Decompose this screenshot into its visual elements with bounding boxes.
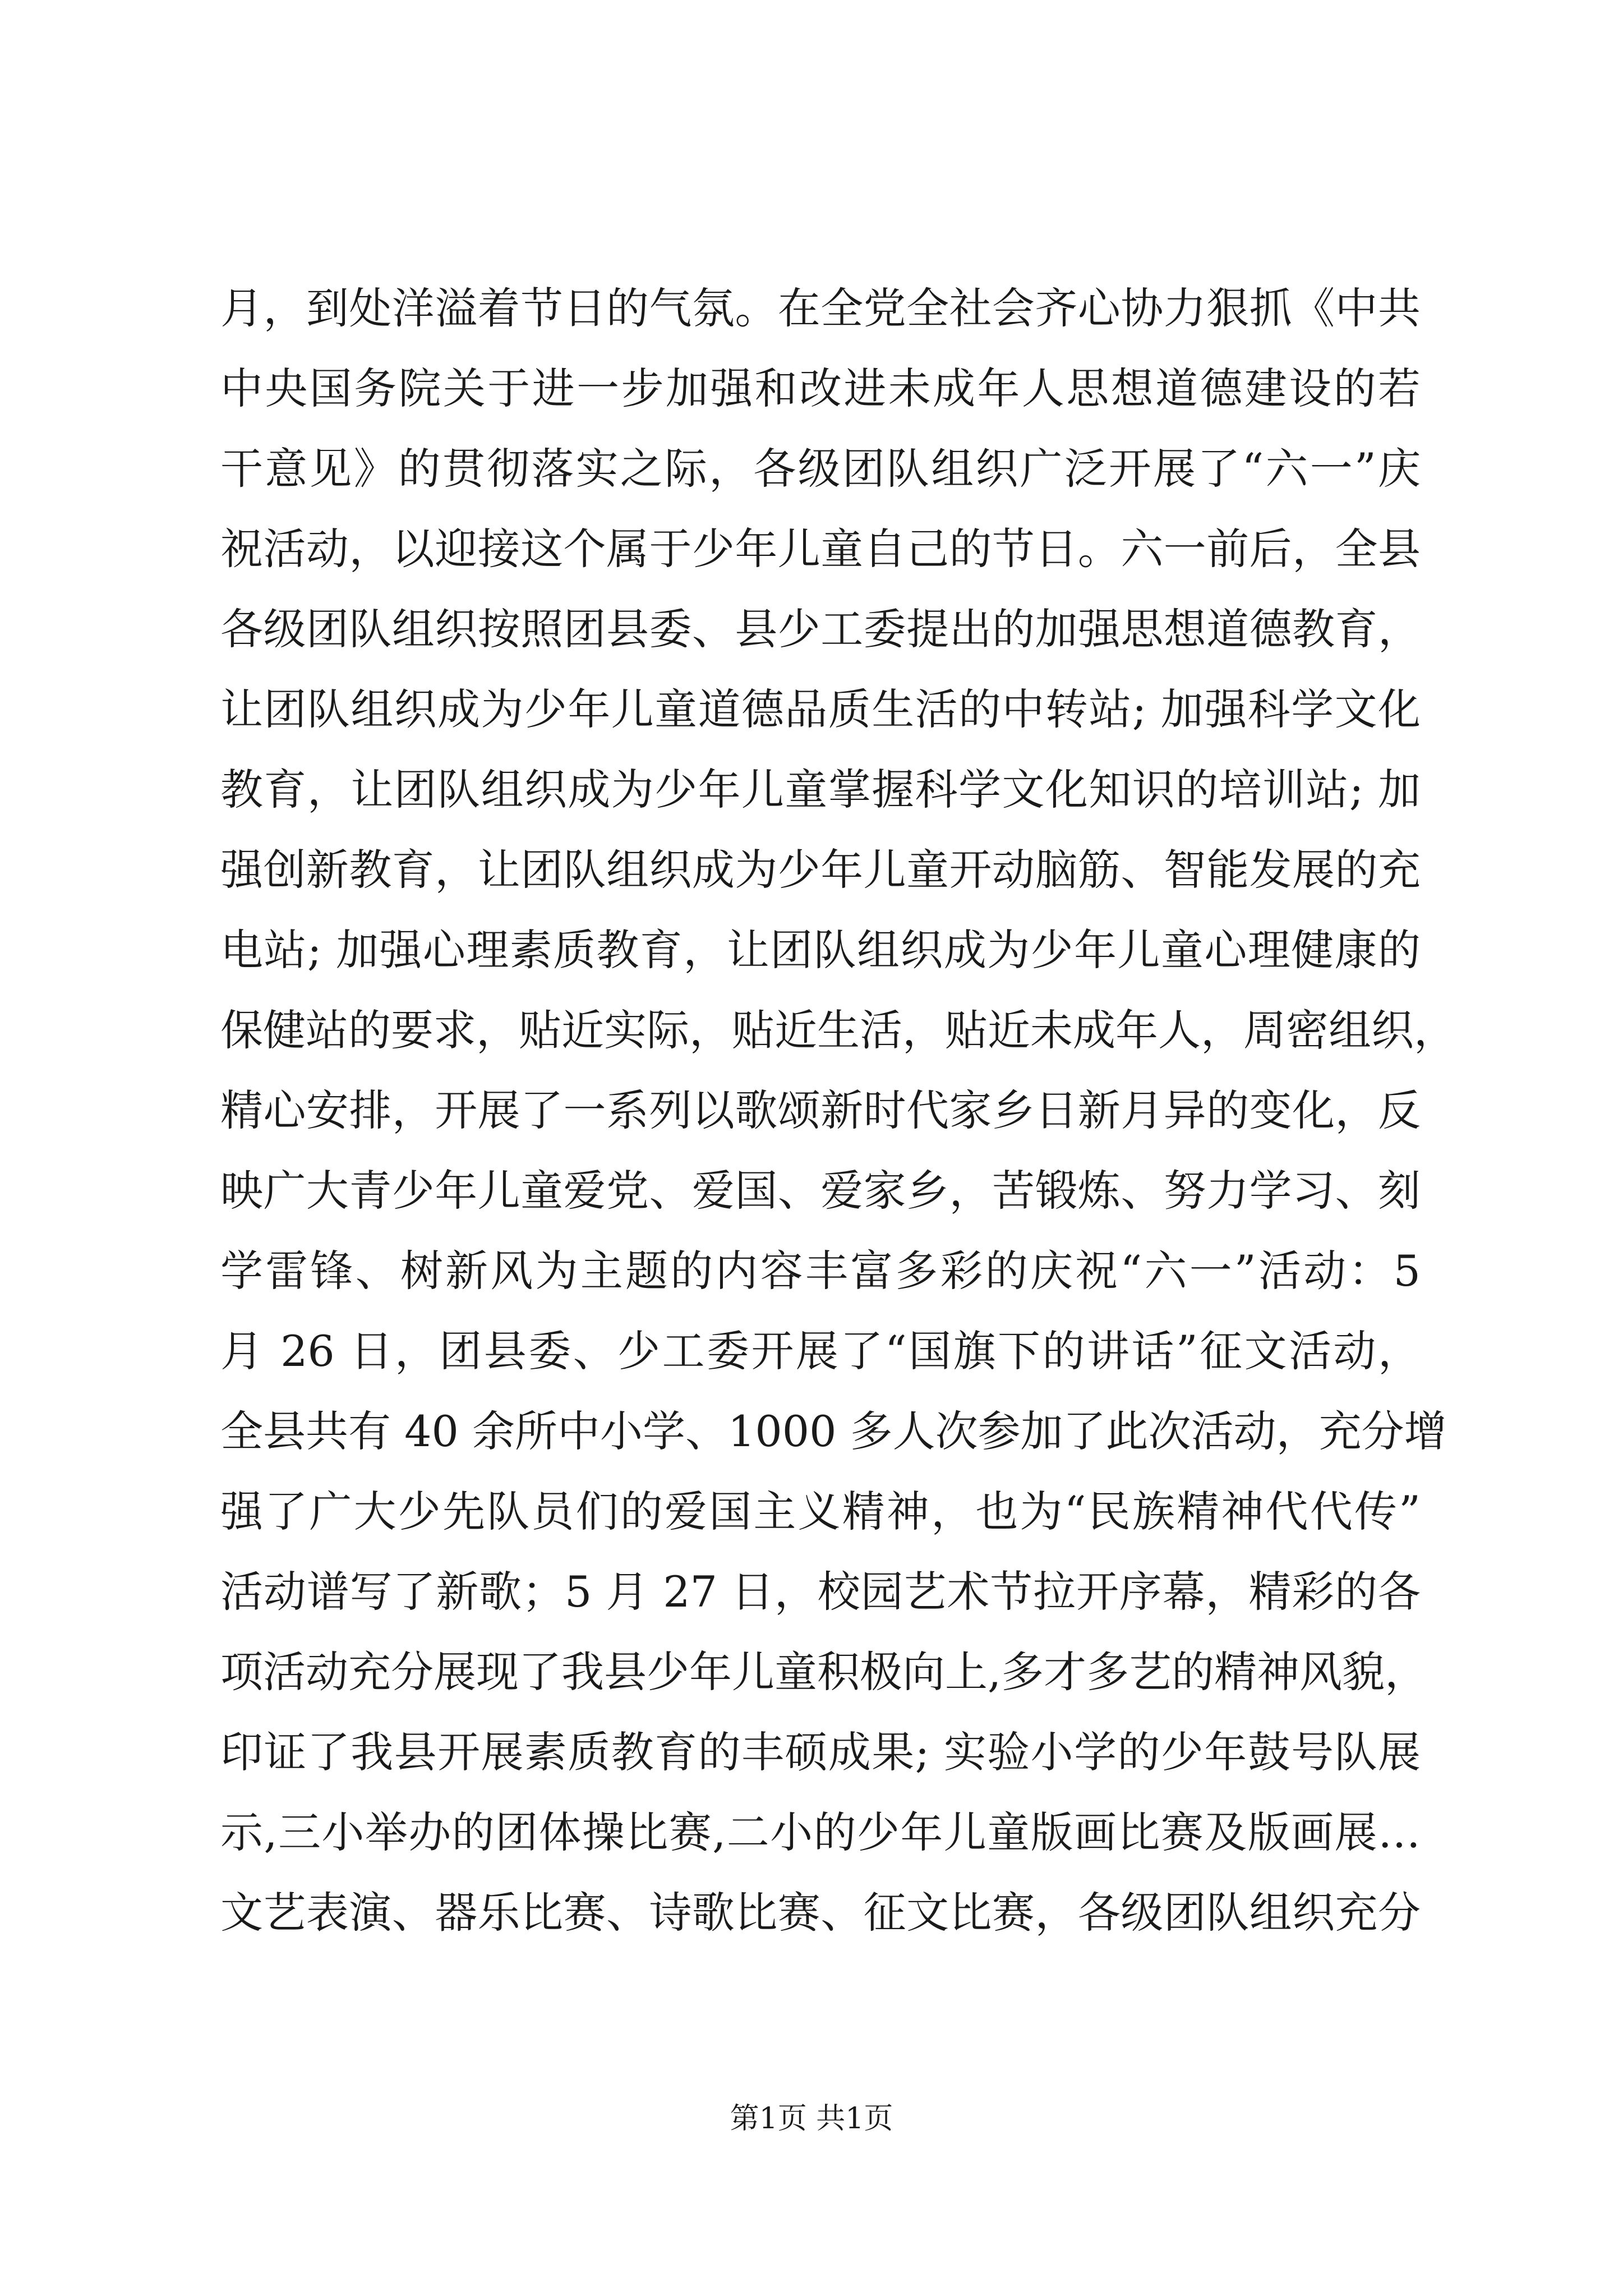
text-line: 映广大青少年儿童爱党、爱国、爱家乡，苦锻炼、努力学习、刻 [220,1166,1421,1216]
text-line: 电站; 加强心理素质教育，让团队组织成为少年儿童心理健康的 [220,925,1421,975]
text-line: 月 26 日，团县委、少工委开展了“国旗下的讲话”征文活动， [220,1326,1421,1376]
text-line: 精心安排，开展了一系列以歌颂新时代家乡日新月异的变化，反 [220,1085,1421,1135]
page-number-label: 第1页 共1页 [730,2102,893,2136]
text-line: 学雷锋、树新风为主题的内容丰富多彩的庆祝“六一”活动：5 [220,1246,1421,1296]
text-line: 保健站的要求，贴近实际，贴近生活，贴近未成年人，周密组织， [220,1005,1456,1055]
text-line: 教育，让团队组织成为少年儿童掌握科学文化知识的培训站; 加 [220,765,1421,815]
text-line: 中央国务院关于进一步加强和改进未成年人思想道德建设的若 [220,364,1421,413]
text-line: 活动谱写了新歌；5 月 27 日，校园艺术节拉开序幕，精彩的各 [220,1567,1421,1617]
text-line: 示,三小举办的团体操比赛,二小的少年儿童版画比赛及版画展… [220,1807,1421,1857]
text-line: 印证了我县开展素质教育的丰硕成果; 实验小学的少年鼓号队展 [220,1727,1421,1777]
text-line: 各级团队组织按照团县委、县少工委提出的加强思想道德教育， [220,604,1421,654]
text-line: 干意见》的贯彻落实之际，各级团队组织广泛开展了“六一”庆 [220,444,1421,494]
text-line: 文艺表演、器乐比赛、诗歌比赛、征文比赛，各级团队组织充分 [220,1888,1421,1938]
page-footer [0,2099,1623,2138]
text-line: 强创新教育，让团队组织成为少年儿童开动脑筋、智能发展的充 [220,845,1421,895]
text-line: 月，到处洋溢着节日的气氛。在全党全社会齐心协力狠抓《中共 [220,283,1421,333]
body-text [220,268,1456,1953]
text-line: 让团队组织成为少年儿童道德品质生活的中转站; 加强科学文化 [220,684,1421,734]
text-line: 强了广大少先队员们的爱国主义精神，也为“民族精神代代传” [220,1487,1421,1536]
text-line: 全县共有 40 余所中小学、1000 多人次参加了此次活动，充分增 [220,1406,1447,1456]
text-line: 祝活动，以迎接这个属于少年儿童自己的节日。六一前后，全县 [220,524,1421,574]
text-line: 项活动充分展现了我县少年儿童积极向上,多才多艺的精神风貌， [220,1647,1428,1697]
